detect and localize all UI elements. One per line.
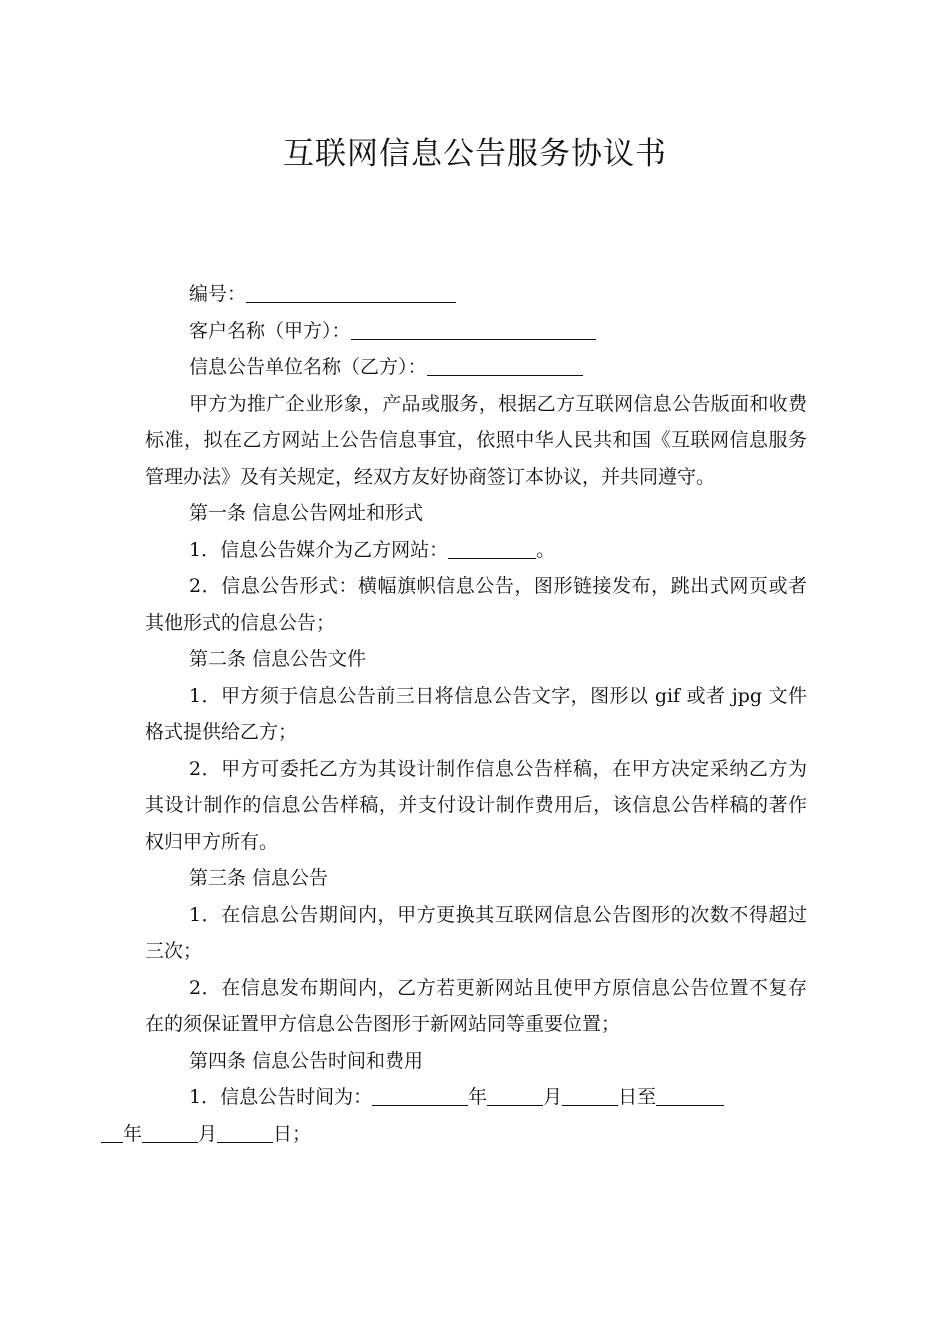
article-4-item-1-text: 1．信息公告时间为： [189,1086,373,1108]
end-month-label: 月 [198,1122,218,1145]
article-2-title: 第二条 信息公告文件 [189,648,367,670]
end-day-blank[interactable] [217,1122,273,1143]
article-1-title: 第一条 信息公告网址和形式 [189,502,424,524]
day-to-label: 日至 [618,1086,657,1108]
client-name-blank[interactable] [351,319,596,340]
publisher-field [145,349,807,386]
intro-paragraph: 甲方为推广企业形象，产品或服务，根据乙方互联网信息公告版面和收费标准，拟在乙方网站上公告信息事宜，依照中华人民共和国《互联网信息服务管理办法》及有关规定，经双方友好协商签订本协议，并共同遵守。 [145,392,807,488]
start-day-blank[interactable] [562,1085,618,1106]
article-1-item-1 [145,532,807,569]
end-month-blank[interactable] [142,1122,198,1143]
publisher-name-blank[interactable] [427,355,583,376]
article-4-title: 第四条 信息公告时间和费用 [189,1049,424,1072]
article-2-item-1: 1．甲方须于信息公告前三日将信息公告文字，图形以 gif 或者 jpg 文件格式提供给乙方； [145,684,807,743]
end-year-label: 年 [123,1122,143,1145]
document-body [123,276,807,1152]
end-year-blank-part-1[interactable] [656,1085,724,1106]
start-year-blank[interactable] [372,1085,468,1106]
end-day-label: 日； [273,1122,312,1145]
website-blank[interactable] [448,538,536,559]
article-1-item-1-text: 1．信息公告媒介为乙方网站： [189,538,449,561]
number-label: 编号： [189,283,247,305]
number-blank[interactable] [246,282,456,303]
start-month-blank[interactable] [487,1085,543,1106]
client-label: 客户名称（甲方）： [189,319,351,342]
article-3-item-1: 1．在信息公告期间内，甲方更换其互联网信息公告图形的次数不得超过三次； [145,903,807,962]
article-2-item-2: 2．甲方可委托乙方为其设计制作信息公告样稿，在甲方决定采纳乙方为其设计制作的信息公告样稿，并支付设计制作费用后，该信息公告样稿的著作权归甲方所有。 [145,757,807,853]
document-title: 互联网信息公告服务协议书 [283,136,667,172]
article-3-title: 第三条 信息公告 [189,867,329,889]
article-3-item-2: 2．在信息发布期间内，乙方若更新网站且使甲方原信息公告位置不复存在的须保证置甲方信息公告图形于新网站同等重要位置； [145,976,807,1035]
year-label: 年 [468,1086,488,1108]
number-field [145,276,807,313]
article-1-item-1-suffix: 。 [536,538,556,561]
article-4-item-1 [123,1079,807,1152]
client-field [145,313,807,350]
publisher-label: 信息公告单位名称（乙方）： [189,356,427,378]
end-year-blank-part-2[interactable] [101,1122,123,1143]
month-label: 月 [543,1086,563,1108]
article-1-item-2: 2．信息公告形式：横幅旗帜信息公告，图形链接发布，跳出式网页或者其他形式的信息公告； [145,575,807,634]
